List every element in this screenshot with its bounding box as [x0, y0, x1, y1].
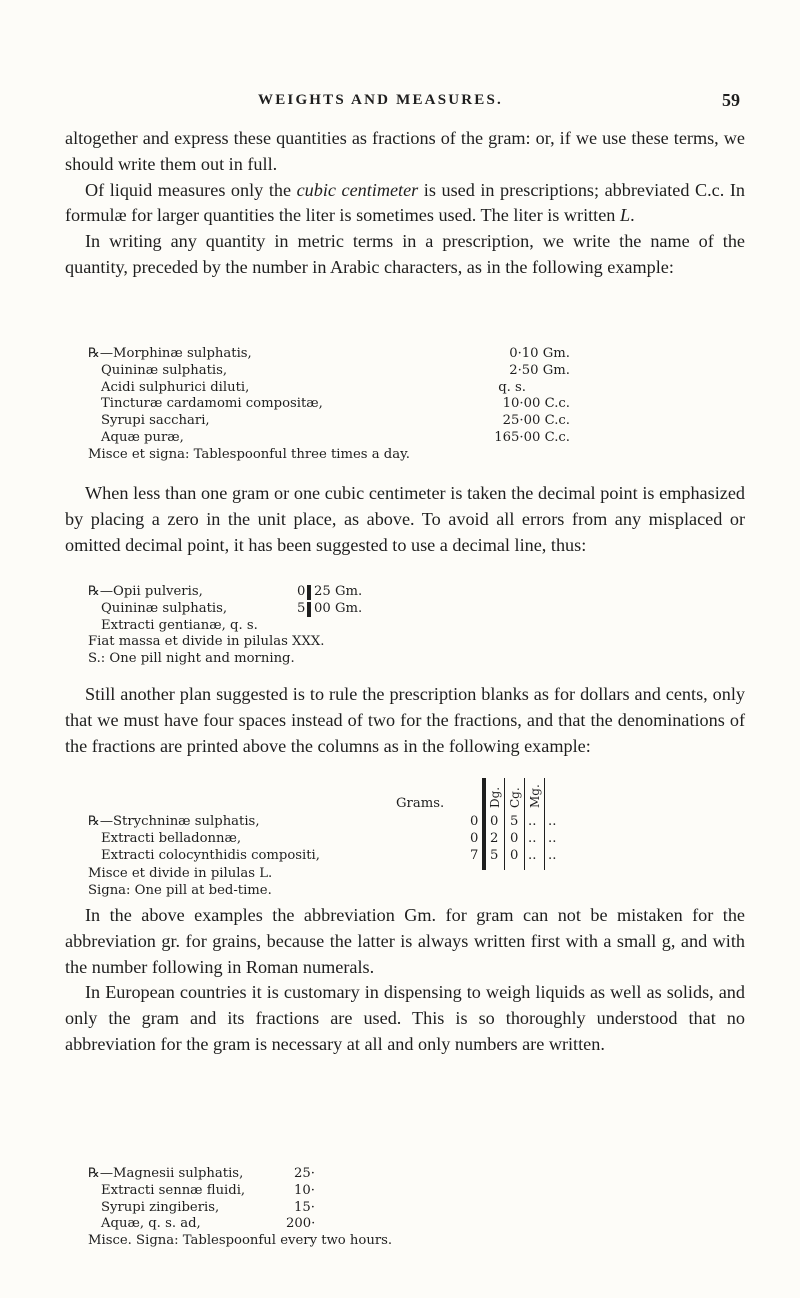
- text-block-4: [65, 903, 745, 1058]
- quantity: 0·10 Gm.: [509, 346, 570, 361]
- grams-value: 0: [470, 831, 479, 846]
- rx-line: [88, 618, 508, 635]
- italic-term: cubic centimeter: [296, 179, 419, 200]
- centigram-value: 5: [510, 814, 519, 829]
- quantity: q. s.: [498, 379, 526, 395]
- rx-line: [88, 634, 508, 651]
- column-header-milligram: Mg.: [528, 784, 542, 808]
- ingredient: Syrupi sacchari,: [101, 413, 210, 429]
- quantity: 165·00 C.c.: [494, 429, 570, 445]
- paragraph-abbreviation: In the above examples the abbreviation Gm. for gram can not be mistaken for the abbreviation gr. for grains, because the latter is always written first with a small g, and with the number following in Roman numerals.: [65, 905, 745, 977]
- running-title: WEIGHTS AND MEASURES.: [258, 92, 503, 108]
- paragraph-ruled-blanks: Still another plan suggested is to rule the prescription blanks as for dollars and cents, only that we must have four spaces instead of two for the fractions, and that the denominations of the fractions are printed above the columns as in the following example:: [65, 684, 745, 756]
- rx-line: [88, 1200, 708, 1217]
- milligram-dots: ..: [528, 848, 537, 863]
- quantity: 2·50 Gm.: [509, 362, 570, 378]
- text-block-2: [65, 481, 745, 558]
- signa-text: S.: One pill night and morning.: [88, 651, 295, 667]
- ingredient: Extracti gentianæ, q. s.: [101, 617, 258, 633]
- decimal-line: [307, 585, 311, 600]
- ingredient: ℞—Magnesii sulphatis,: [88, 1166, 244, 1181]
- ingredient: Acidi sulphurici diluti,: [101, 379, 250, 395]
- centigram-value: 0: [510, 848, 519, 863]
- paragraph-decimal-point: When less than one gram or one cubic centimeter is taken the decimal point is emphasized by placing a zero in the unit place, as above. To avoid all errors from any misplaced or omitted decimal point, it has been suggested to use a decimal line, thus:: [65, 483, 745, 555]
- integer-part: 5: [297, 600, 306, 616]
- decigram-value: 0: [490, 814, 499, 829]
- rx-signa: [88, 1233, 708, 1250]
- rx-line: [88, 396, 570, 413]
- rx-line: [88, 1183, 708, 1200]
- ingredient: Extracti sennæ fluidi,: [101, 1182, 246, 1198]
- quantity: 15·: [294, 1199, 315, 1215]
- column-header-centigram: Cg.: [508, 787, 522, 808]
- ingredient: Extracti colocynthidis compositi,: [101, 848, 320, 863]
- running-head: [0, 92, 800, 116]
- ingredient: Tincturæ cardamomi compositæ,: [101, 396, 323, 412]
- quantity: 10·: [294, 1182, 315, 1198]
- milligram-dots: ..: [528, 831, 537, 846]
- text-block-3: [65, 682, 745, 759]
- text-block-1: [65, 126, 745, 281]
- prescription-example-1: [88, 346, 570, 464]
- ingredient: ℞—Opii pulveris,: [88, 584, 203, 599]
- column-dots: ..: [548, 848, 557, 863]
- ingredient: Extracti belladonnæ,: [101, 831, 242, 846]
- decigram-value: 2: [490, 831, 499, 846]
- column-header-grams: Grams.: [396, 796, 445, 811]
- prescription-example-2: [88, 584, 508, 668]
- directions: Fiat massa et divide in pilulas XXX.: [88, 634, 325, 650]
- column-rule: [504, 778, 505, 870]
- paragraph-metric-terms: In writing any quantity in metric terms in a prescription, we write the name of the quantity, preceded by the number in Arabic characters, as in the following example:: [65, 231, 745, 277]
- ingredient: Quininæ sulphatis,: [101, 362, 228, 378]
- integer-part: 0: [297, 584, 306, 599]
- paragraph-continued: altogether and express these quantities as fractions of the gram: or, if we use these terms, we should write them out in full.: [65, 128, 745, 174]
- decimal-line: [307, 602, 311, 617]
- prescription-example-4: [88, 1166, 708, 1250]
- decigram-value: 5: [490, 848, 499, 863]
- rx-line: [88, 430, 570, 447]
- ingredient: ℞—Morphinæ sulphatis,: [88, 346, 252, 361]
- rx-signa: [88, 447, 570, 464]
- fraction-part: 00 Gm.: [314, 600, 363, 616]
- text-span: Of liquid measures only the: [85, 179, 297, 200]
- centigram-value: 0: [510, 831, 519, 846]
- quantity: 25·00 C.c.: [502, 413, 570, 429]
- ingredient: Aquæ, q. s. ad,: [101, 1216, 201, 1232]
- paragraph-european: In European countries it is customary in dispensing to weigh liquids as well as solids, and only the gram and its fractions are used. This is so thoroughly understood that no abbreviation for the gram is necessary at all and only numbers are written.: [65, 982, 745, 1054]
- column-rule: [524, 778, 525, 870]
- rx-signa: [88, 651, 508, 668]
- quantity: 10·00 C.c.: [502, 396, 570, 412]
- column-dots: ..: [548, 831, 557, 846]
- fraction-part: 25 Gm.: [314, 584, 363, 599]
- rx-line: [88, 413, 570, 430]
- ingredient: Aquæ puræ,: [101, 429, 184, 445]
- rx-line: [88, 380, 570, 397]
- ingredient: Syrupi zingiberis,: [101, 1199, 220, 1215]
- page-number: 59: [722, 90, 740, 110]
- rx-line: [88, 1166, 708, 1183]
- rx-line: [88, 601, 508, 618]
- grams-value: 0: [470, 814, 479, 829]
- signa-text: Misce et signa: Tablespoonful three times a day.: [88, 446, 410, 462]
- rx-line: [88, 584, 508, 601]
- column-rule: [544, 778, 545, 870]
- rx-line: [88, 1216, 708, 1233]
- ingredient: Quininæ sulphatis,: [101, 600, 228, 616]
- milligram-dots: ..: [528, 814, 537, 829]
- directions: Misce et divide in pilulas L.: [88, 866, 273, 881]
- grams-value: 7: [470, 848, 479, 863]
- quantity: 25·: [294, 1166, 315, 1181]
- text-span: .: [630, 205, 635, 226]
- quantity: 200·: [286, 1216, 316, 1232]
- ingredient: ℞—Strychninæ sulphatis,: [88, 814, 260, 829]
- rx-line: [88, 346, 570, 363]
- italic-term: L: [619, 205, 631, 226]
- column-header-decigram: Dg.: [488, 786, 502, 808]
- text-span: is used in prescriptions; abbreviated C.c. In formulæ for larger quantities the liter is sometimes used. The liter is written: [65, 179, 745, 226]
- column-dots: ..: [548, 814, 557, 829]
- paragraph-liquid-measures: [65, 178, 745, 230]
- rx-line: [88, 363, 570, 380]
- signa-text: Signa: One pill at bed-time.: [88, 883, 272, 898]
- signa-text: Misce. Signa: Tablespoonful every two hours.: [88, 1233, 393, 1249]
- decimal-rule: [482, 778, 486, 870]
